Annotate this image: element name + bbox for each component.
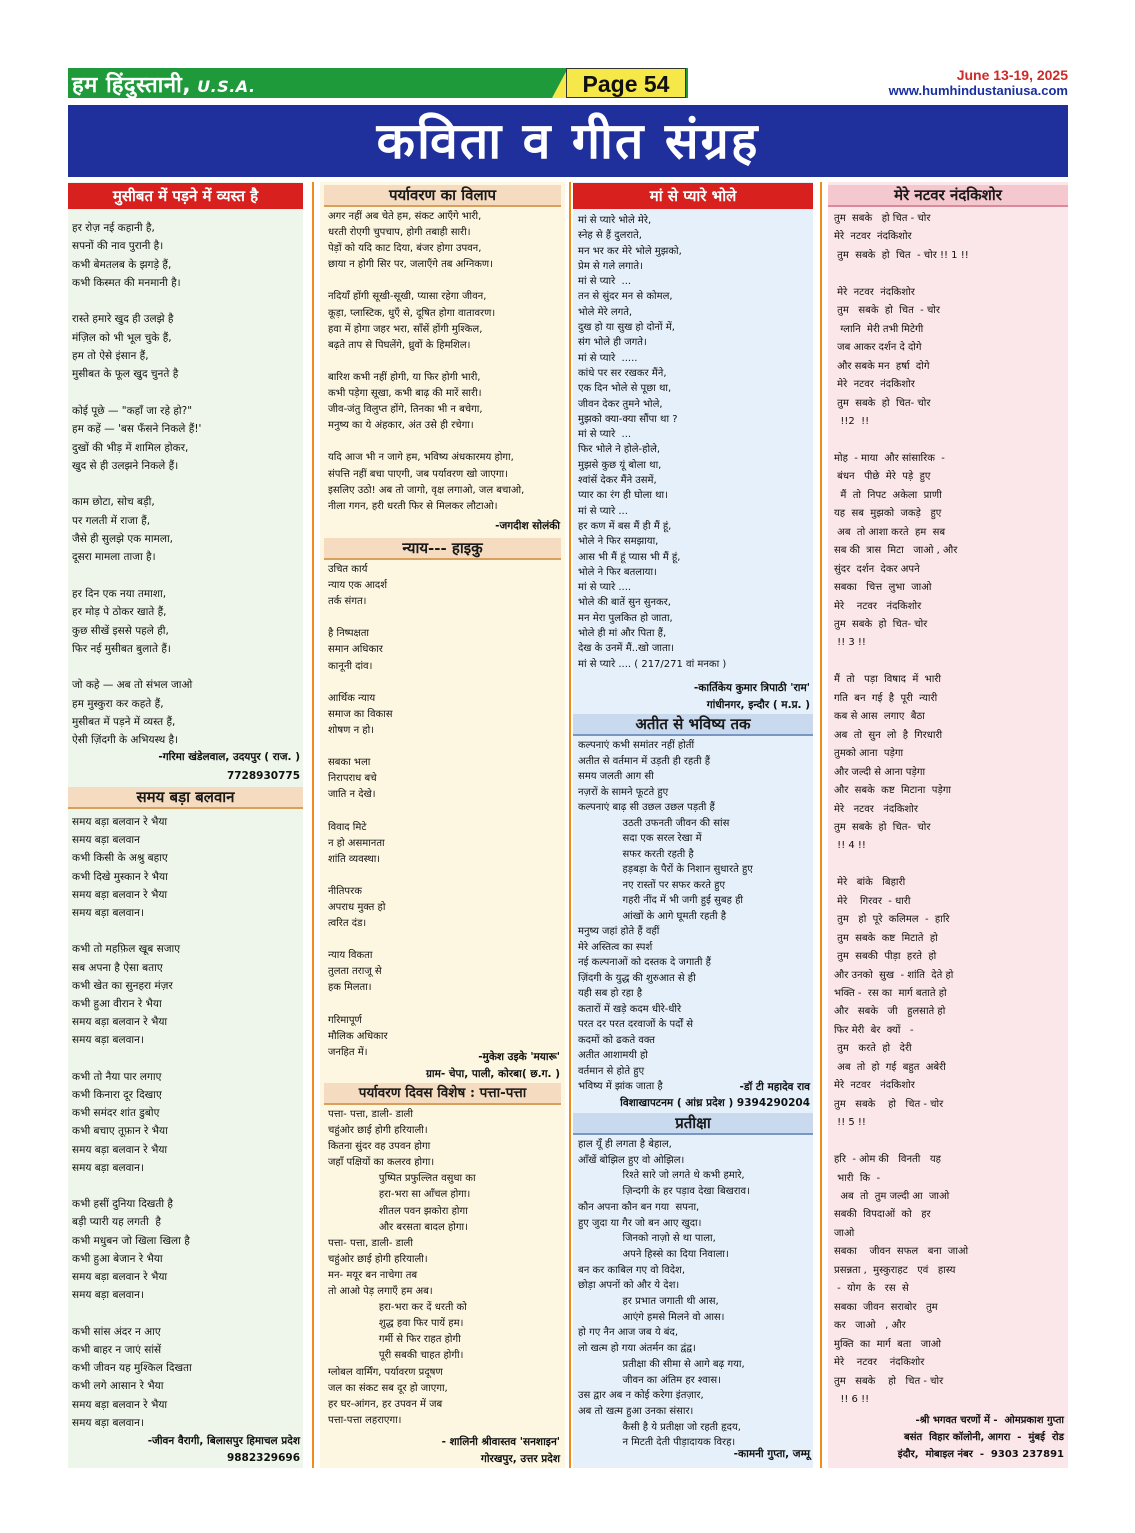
poem-credit: -कार्तिकेय कुमार त्रिपाठी 'राम' गांधीनगर, इन्दौर ( म.प्र. ) (693, 682, 810, 711)
poem-title: समय बड़ा बलवान (68, 787, 303, 809)
poem-title: मां से प्यारे भोले (573, 183, 813, 209)
poem-text: समय बड़ा बलवान रे भैया समय बड़ा बलवान कभी किसी के अश्रु बहाए कभी दिखे मुस्कान रे भैया समय बड़ा बलवान रे भैया समय बड़ा बलवान। कभी तो महफ़िल खूब सजाए सब अपना है ऐसा बताए कभी खेत का सुनहरा मंज़र कभी हुआ वीरान रे भैया समय बड़ा बलवान रे भैया समय बड़ा बलवान। कभी तो नैया पार लगाए कभी किनारा दूर दिखाए कभी समंदर शांत डुबोए कभी बचाए तूफ़ान रे भैया समय बड़ा बलवान रे भैया समय बड़ा बलवान। कभी हसीं दुनिया दिखती है बड़ी प्यारी यह लगती है कभी मधुबन जो खिला खिला है कभी हुआ बेजान रे भैया समय बड़ा बलवान रे भैया समय बड़ा बलवान। कभी सांस अंदर न आए कभी बाहर न जाएं सांसें कभी जीवन यह मुश्किल दिखता कभी लगे आसान रे भैया समय बड़ा बलवान रे भैया समय बड़ा बलवान। (72, 816, 192, 1429)
poem-title: मुसीबत में पड़ने में व्यस्त है (68, 183, 303, 209)
poem-text: तुम सबके हो चित - चोर मेरे नटवर नंदकिशोर तुम सबके हो चित - चोर !! 1 !! मेरे नटवर नंदकिशोर तुम सबके हो चित - चोर ग्लानि मेरी तभी मिटेगी जब आकर दर्शन दे दोगे और सबके मन हर्षा दोगे मेरे नटवर नंदकिशोर तुम सबके हो चित- चोर !!2 !! मोह - माया और सांसारिक - बंधन पीछे मेरे पड़े हुए मैं तो निपट अकेला प्राणी यह सब मुझको जकड़े हुए अब तो आशा करते हम सब सब की त्रास मिटा जाओ , और सुंदर दर्शन देकर अपने सबका चित्त लुभा जाओ मेरे नटवर नंदकिशोर तुम सबके हो चित- चोर !! 3 !! मैं तो पड़ा विषाद में भारी गति बन गई है पूरी न्यारी कब से आस लगाए बैठा अब तो सुन लो है गिरधारी तुमको आना पड़ेगा और जल्दी से आना पड़ेगा और सबके कष्ट मिटाना पड़ेगा मेरे नटवर नंदकिशोर तुम सबके हो चित- चोर !! 4 !! मेरे बांके बिहारी मेरे गिरवर - धारी तुम हो पूरे कलिमल - हारि तुम सबके कष्ट मिटाते हो तुम सबकी पीड़ा हरते हो और उनको सुख - शांति देते हो भक्ति - रस का मार्ग बताते हो और सबके जी हुलसाते हो फिर मेरी बेर क्यों - तुम करते हो देरी अब तो हो गई बहुत अबेरी मेरे नटवर नंदकिशोर तुम सबके हो चित - चोर !! 5 !! हरि - ओम की विनती यह भारी कि - अब तो तुम जल्दी आ जाओ सबकी विपदाओं को हर जाओ सबका जीवन सफल बना जाओ प्रसन्नता , मुस्कुराहट एवं हास्य - योग के रस से सबका जीवन सराबोर तुम कर जाओ , और मुक्ति का मार्ग बता जाओ मेरे नटवर नंदकिशोर तुम सबके हो चित - चोर !! 6 !! (834, 213, 969, 1405)
poem-text: उचित कार्य न्याय एक आदर्श तर्क संगत। है निष्पक्षता समान अधिकार कानूनी दांव। आर्थिक न्याय समाज का विकास शोषण न हो। सबका भला निरापराध बचे जाति न देखे। विवाद मिटे न हो असमानता शांति व्यवस्था। नीतिपरक अपराध मुक्त हो त्वरित दंड। न्याय विकता तुलता तराजू से हक मिलता। गरिमापूर्ण मौलिक अधिकार जनहित में। (328, 564, 393, 1058)
section-title: कविता व गीत संग्रह (376, 112, 760, 170)
column-divider (312, 182, 314, 1468)
poem-title: मेरे नटवर नंदकिशोर (828, 185, 1068, 207)
poem-credit: -डॉ टी महादेव राव विशाखापटनम ( आंध्र प्रदेश ) 9394290204 (620, 1081, 810, 1109)
poem-text: पत्ता- पत्ता, डाली- डाली चहुंओर छाई होगी हरियाली। कितना सुंदर वह उपवन होगा जहाँ पक्षियों का कलरव होगा। पुष्पित प्रफुल्लित वसुधा का हरा-भरा सा आँचल होगा। शीतल पवन झकोरा होगा और बरसता बादल होगा। पत्ता- पत्ता, डाली- डाली चहुंओर छाई होगी हरियाली। मन- मयूर बन नाचेगा तब तो आओ पेड़ लगाएँ हम अब। हरा-भरा कर दें धरती को शुद्ध हवा फिर पायें हम। गर्मी से फिर राहत होगी पूरी सबकी चाहत होगी। ग्लोबल वार्मिंग, पर्यावरण प्रदूषण जल का संकट सब दूर हो जाएगा, हर घर-आंगन, हर उपवन में जब पत्ता-पत्ता लहराएगा। (328, 1109, 476, 1426)
poem-credit: -जीवन वैरागी, बिलासपुर हिमाचल प्रदेश 9882329696 (147, 1435, 300, 1464)
poem-title: न्याय--- हाइकु (324, 538, 561, 560)
poem-title: पर्यावरण का विलाप (324, 185, 561, 207)
poem-title: अतीत से भविष्य तक (573, 714, 813, 736)
column-divider (820, 182, 822, 1468)
poem-text: हाल यूँ ही लगता है बेहाल, आँखें बोझिल हुए वो ओझिल। रिश्ते सारे जो लगते थे कभी हमारे, ज़िन्दगी के हर पड़ाव देखा बिखराव। कौन अपना कौन बन गया सपना, हुए जुदा या गैर जो बन आए खुदा। जिनको नाज़ो से था पाला, अपने हिस्से का दिया निवाला। बन कर काबिल गए वो विदेश, छोड़ा अपनों को और ये देश। हर प्रभात जगाती थी आस, आएंगे हमसे मिलने वो आस। हो गए नैन आज जब ये बंद, लो खत्म हो गया अंतर्मन का द्वंद्व। प्रतीक्षा की सीमा से आगे बढ़ गया, जीवन का अंतिम हर श्वास। उस द्वार अब न कोई करेगा इंतज़ार, अब तो खत्म हुआ उनका संसार। कैसी है ये प्रतीक्षा जो रहती हृदय, न मिटती देती पीड़ादायक विरह। (578, 1139, 750, 1449)
poem-credit: -श्री भगवत चरणों में - ओमप्रकाश गुप्ता बसंत विहार कॉलोनी, आगरा - मुंबई रोड इंदौर, मोबाइल नंबर - 9303 237891 (897, 1415, 1064, 1460)
poem-text: हर रोज़ नई कहानी है, सपनों की नाव पुरानी है। कभी बेमतलब के झगड़े हैं, कभी किस्मत की मनमानी है। रास्ते हमारे खुद ही उलझे है मंज़िल को भी भूल चुके हैं, हम तो ऐसे इंसान हैं, मुसीबत के फूल खुद चुनते है कोई पूछे — "कहाँ जा रहे हो?" हम कहें — 'बस फँसने निकले हैं!' दुखों की भीड़ में शामिल होकर, खुद से ही उलझने निकले हैं। काम छोटा, सोच बड़ी, पर गलती में राजा हैं, जैसे ही सुलझे एक मामला, दूसरा मामला ताजा है। हर दिन एक नया तमाशा, हर मोड़ पे ठोकर खाते हैं, कुछ सीखें इससे पहले ही, फिर नई मुसीबत बुलाते हैं। जो कहे — अब तो संभल जाओ हम मुस्कुरा कर कहते हैं, मुसीबत में पड़ने में व्यस्त हैं, ऐसी ज़िंदगी के अभियस्थ है। (72, 222, 202, 747)
poem-title: प्रतीक्षा (573, 1113, 813, 1135)
poem-credit: -मुकेश उइके 'मयारू' ग्राम- चेपा, पाली, कोरबा( छ.ग. ) (425, 1051, 560, 1080)
poem-text: अगर नहीं अब चेते हम, संकट आएँगे भारी, धरती रोएगी चुपचाप, होगी तबाही सारी। पेड़ों को यदि काट दिया, बंजर होगा उपवन, छाया न होगी सिर पर, जलाएँगे तब अग्निकण। नदियाँ होंगी सूखी-सूखी, प्यासा रहेगा जीवन, कूड़ा, प्लास्टिक, धुएँ से, दूषित होगा वातावरण। हवा में होगा जहर भरा, साँसें होंगी मुश्किल, बढ़ते ताप से पिघलेंगे, ध्रुवों के हिमशिल। बारिश कभी नहीं होगी, या फिर होगी भारी, कभी पड़ेगा सूखा, कभी बाढ़ की मारें सारी। जीव-जंतु विलुप्त होंगे, तिनका भी न बचेगा, मनुष्य का ये अंहकार, अंत उसे ही रचेगा। यदि आज भी न जागे हम, भविष्य अंधकारमय होगा, संपत्ति नहीं बचा पाएगी, जब पर्यावरण खो जाएगा। इसलिए उठो! अब तो जागो, वृक्ष लगाओ, जल बचाओ, नीला गगन, हरी धरती फिर से मिलकर लौटाओ। (328, 211, 525, 512)
masthead-usa: U.S.A. (197, 77, 256, 96)
page-number: Page 54 (566, 68, 686, 98)
poem-credit: -कामनी गुप्ता, जम्मू (733, 1448, 810, 1460)
issue-date: June 13-19, 2025 (956, 67, 1068, 83)
poem-credit: -जगदीश सोलंकी (495, 520, 560, 532)
column-divider (569, 182, 571, 1468)
website-url[interactable]: www.humhindustaniusa.com (888, 83, 1068, 98)
poem-text: कल्पनाएं कभी समांतर नहीं होतीं अतीत से वर्तमान में उड़ती ही रहती हैं समय जलती आग सी नज़रों के सामने फूटते हुए कल्पनाएं बाढ़ सी उछल उछल पड़ती हैं उठती उफनती जीवन की सांस सदा एक सरल रेखा में सफर करती रहती है हड़बड़ा के पैरों के निशान सुधारते हुए नए रास्तों पर सफर करते हुए गहरी नींद में भी जगी हुई सुबह ही आंखों के आगे घूमती रहती है मनुष्य जहां होते हैं वहीं मेरे अस्तित्व का स्पर्श नई कल्पनाओं को दस्तक दे जगाती हैं ज़िंदगी के युद्ध की शुरुआत से ही यही सब हो रहा है कतारों में खड़े कदम धीरे-धीरे परत दर परत दरवाजों के पर्दों से कदमों को ढकते वक्त अतीत आशामयी हो वर्तमान से होते हुए भविष्य में झांक जाता है (578, 740, 753, 1092)
masthead-title: हम हिंदुस्तानी, U.S.A. (72, 73, 256, 98)
poem-credit: -गरिमा खंडेलवाल, उदयपुर ( राज. ) 7728930775 (158, 751, 300, 782)
poem-text: मां से प्यारे भोले मेरे, स्नेह से हैं दुलराते, मन भर कर मेरे भोले मुझको, प्रेम से गले लगाते। मां से प्यारे ... तन से सुंदर मन से कोमल, भोले मेरे लगते, दुख हो या सुख हो दोनों में, संग भोले ही जगते। मां से प्यारे ..... कांधे पर सर रखकर मैंने, एक दिन भोले से पूछा था, जीवन देकर तुमने भोले, मुझको क्या-क्या सौंपा था ? मां से प्यारे ... फिर भोले ने होले-होले, मुझसे कुछ यूं बोला था, श्वांसें देकर मैंने उसमें, प्यार का रंग ही घोला था। मां से प्यारे ... हर कण में बस मैं ही मैं हूं, भोले ने फिर समझाया, आस भी मैं हूं प्यास भी मैं हूं, भोले ने फिर बतलाया। मां से प्यारे .... भोले की बातें सुन सुनकर, मन मेरा पुलकित हो जाता, भोले ही मां और पिता हैं, देख के उनमें मैं..खो जाता। मां से प्यारे .... ( 217/271 वां मनका ) (578, 215, 727, 670)
poem-credit: - शालिनी श्रीवास्तव 'सनशाइन' गोरखपुर, उत्तर प्रदेश (441, 1436, 560, 1465)
poem-title: पर्यावरण दिवस विशेष : पत्ता-पत्ता (324, 1083, 561, 1105)
